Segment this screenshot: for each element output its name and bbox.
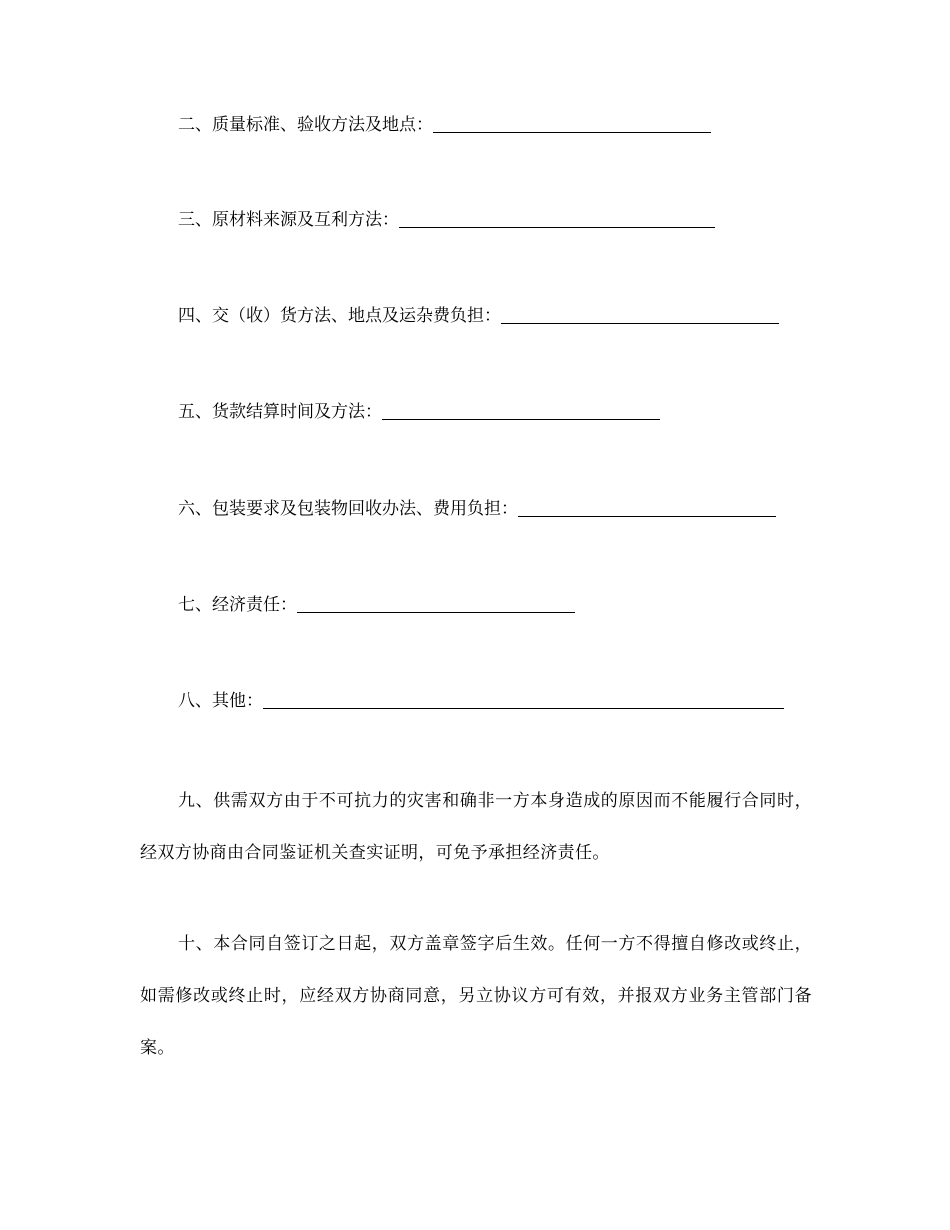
clause-label: 三、原材料来源及互利方法： bbox=[178, 210, 399, 230]
clause-effectiveness: 十、本合同自签订之日起，双方盖章签字后生效。任何一方不得擅自修改或终止，如需修改或终止时，应经双方协商同意，另立协议方可有效，并报双方业务主管部门备案。 bbox=[140, 934, 812, 1058]
clause-label: 二、质量标准、验收方法及地点： bbox=[178, 115, 433, 135]
clause-label: 五、货款结算时间及方法： bbox=[178, 402, 382, 422]
clause-force-majeure: 九、供需双方由于不可抗力的灾害和确非一方本身造成的原因而不能履行合同时，经双方协商由合同鉴证机关查实证明，可免予承担经济责任。 bbox=[140, 791, 812, 863]
clause-label: 八、其他： bbox=[178, 691, 263, 711]
clause-label: 七、经济责任： bbox=[178, 595, 297, 615]
clause-label: 四、交（收）货方法、地点及运杂费负担： bbox=[178, 306, 501, 326]
clause-label: 六、包装要求及包装物回收办法、费用负担： bbox=[178, 499, 518, 519]
